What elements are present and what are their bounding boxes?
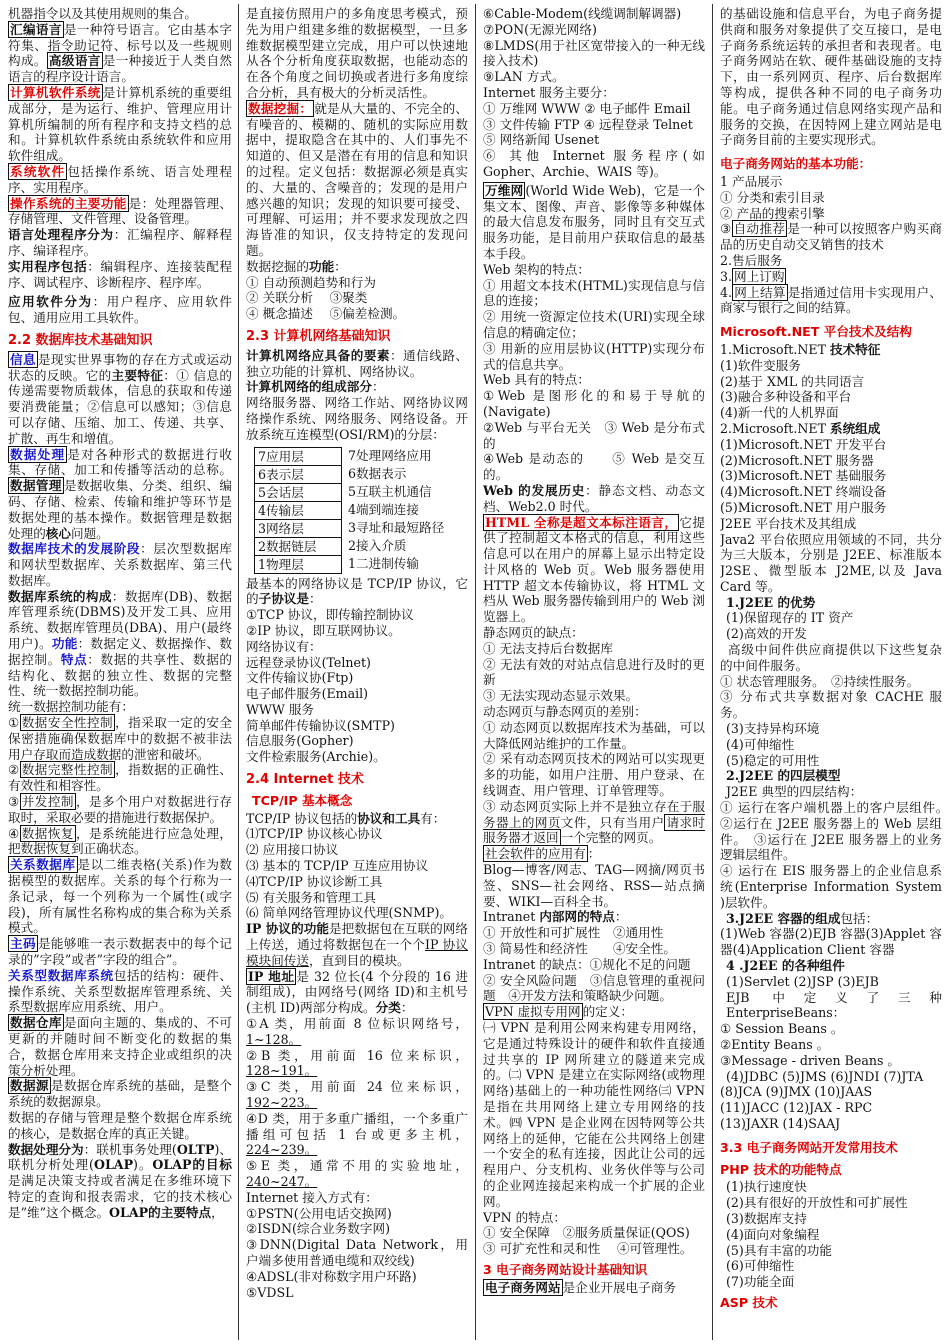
list-item: ①PSTN(公用电话交换网) (246, 1205, 392, 1221)
term-software-system: 计算机软件系统 (10, 84, 101, 100)
paragraph: 数据挖掘的功能： (246, 258, 347, 274)
paragraph: TCP/IP 协议包括的协议和工具有： (246, 810, 446, 826)
paragraph: Intranet 内部网的特点： (483, 909, 628, 925)
list-item: ②Web 与平台无关 ③ Web 是分布式的 (483, 419, 705, 451)
subheading: 1.J2EE 的优势 (726, 594, 816, 610)
list-item: ② 产品的搜索引擎 (720, 205, 825, 221)
osi-function-list (342, 447, 444, 574)
list-item: (2)Microsoft.NET 服务器 (720, 452, 874, 468)
column-1 (8, 6, 232, 1338)
paragraph: 数据库系统的构成：数据库(DB)、数据库管理系统(DBMS)及开发工具、应用系统、数据库管理员(DBA)、用户(最终用户)。功能：数据定义、数据操作、数据控制。特点：数据的共享性、数据的结构化、数据的独立性、数据的完整性、统一数据控制功能。 (8, 588, 232, 699)
osi-function: 5互联主机通信 (348, 483, 432, 499)
list-item: 简单邮件传输协议(SMTP) (246, 717, 395, 733)
osi-function: 6数据表示 (348, 465, 407, 481)
list-item: 4. 网上结算 是指通过信用卡实现用户、商家与银行之间的结算。 (720, 284, 942, 316)
list-item: (4)JDBC (5)JMS (6)JNDI (7)JTA (726, 1068, 924, 1084)
list-item: ② 安全风险问题 ③信息管理的重视问题 ④开发方法和策略缺少问题。 (483, 972, 705, 1004)
list-item: ⑶ 基本的 TCP/IP 互连应用协议 (246, 858, 429, 874)
column-divider (712, 4, 713, 1340)
paragraph: 数据的存储与管理是整个数据仓库系统的核心，是数据仓库的真正关键。 (8, 1109, 232, 1141)
paragraph: 1.Microsoft.NET 技术特征 (720, 341, 881, 357)
paragraph: 系统软件 包括操作系统、语言处理程序、实用程序。 (8, 163, 232, 195)
term-assembly: 汇编语言 (10, 21, 62, 37)
osi-model-diagram (246, 447, 468, 574)
paragraph: ② 数据完整性控制 ，指数据的正确性、有效性和相容性。 (8, 762, 232, 794)
list-item: ① 开放性和可扩展性 ②通用性 (483, 925, 664, 941)
osi-layer: 2数据链层 (255, 538, 341, 556)
osi-layer: 1物理层 (258, 556, 304, 572)
section-heading: 3 电子商务网站设计基础知识 (483, 1261, 648, 1277)
section-heading: Microsoft.NET 平台技术及结构 (720, 324, 912, 340)
list-item: 文件检索服务(Archie)。 (246, 749, 386, 765)
list-item: ①TCP 协议，即传输控制协议 (246, 607, 414, 623)
paragraph: 的基础设施和信息平台，为电子商务提供商和服务对象提供了交互接口，是电子商务系统运转的承担者和表现者。电子商务网站在软、硬件基础设施的支持下，由一系列网页、程序、后台数据库等构成，提供各种不同的电子商务功能。电子商务通过信息网络实现产品和服务的交换，在因特网上建立网站是电子商务目前的主要实现形式。 (720, 6, 942, 148)
list-item: ① 安全保障 ②服务质量保证(QOS) (483, 1225, 690, 1241)
osi-layer-table (254, 447, 342, 574)
term-os-functions: 操作系统的主要功能 (10, 195, 127, 211)
list-item: ⑵ 应用接口协议 (246, 842, 339, 858)
paragraph: HTML 全称是超文本标注语言， 它提供了控制超文本格式的信息，利用这些信息可以在用户的屏幕上显示出特定设计风格的 Web 页。Web 服务器使用 HTTP 超文本传输协议，将 HTML 文档从 Web 服务器传输到用户的 Web 浏览器上。 (483, 514, 705, 625)
list-item: (1)保留现存的 IT 资产 (726, 610, 854, 626)
paragraph: VPN 虚拟专用网 的定义： (485, 1004, 633, 1020)
term-www: 万维网 (485, 182, 524, 198)
section-heading: 3.3 电子商务网站开发常用技术 (720, 1139, 898, 1155)
list-item: ③ 文件传输 FTP ④ 远程登录 Telnet (483, 116, 693, 132)
paragraph: 数据处理分为：联机事务处理(OLTP)、联机分析处理(OLAP)。OLAP的目标是满足决策支持或者满足在多维环境下特定的查询和报表需求，它的技术核心是”维”这个概念。OLAP的主要特点， (8, 1141, 232, 1220)
subsection-heading: TCP/IP 基本概念 (252, 792, 353, 808)
list-item: ① 自动预测趋势和行为 (246, 274, 376, 290)
paragraph: IP 地址 是 32 位长(4 个分段的 16 进制组成)，由网络号(网络 ID)和主机号(主机 ID)两部分构成。分类： (246, 968, 468, 1016)
list-item: ④ADSL(非对称数字用户环路) (246, 1268, 417, 1284)
subsection-heading: PHP 技术的功能特点 (720, 1161, 842, 1177)
osi-function: 7处理网络应用 (348, 447, 432, 463)
subsection-heading: ASP 技术 (720, 1294, 778, 1310)
list-item: (3)Microsoft.NET 基础服务 (720, 468, 887, 484)
list-item: ② 用统一资源定位技术(URI)实现全球信息的精确定位； (483, 309, 705, 340)
column-4 (720, 6, 942, 1338)
column-divider (475, 4, 476, 1340)
list-item: ⑥Cable-Modem(线缆调制解调器) (483, 6, 682, 21)
paragraph: 统一数据控制功能有： (8, 699, 134, 715)
term-information: 信息 (10, 351, 36, 367)
list-item: Intranet 的缺点：①规化不足的问题 (483, 956, 691, 972)
list-item: 远程登录协议(Telnet) (246, 654, 371, 670)
paragraph: 动态网页与静态网页的差别： (483, 704, 647, 720)
list-item: ③ 可扩充性和灵和性 ④可管理性。 (483, 1241, 693, 1257)
paragraph: EJB 中定义了三种 EnterpriseBeans： (726, 989, 942, 1021)
list-item: ⑤ 网络新闻 Usenet (483, 132, 600, 148)
paragraph: Web 的发展历史：静态文档、动态文档、Web2.0 时代。 (483, 482, 705, 514)
paragraph: 计算机软件系统 是计算机系统的重要组成部分，是为运行、维护、管理应用计算机所编制的所有程序和支持文档的总和。计算机软件系统由系统软件和应用软件组成。 (8, 84, 232, 164)
term-system-software: 系统软件 (10, 163, 66, 179)
osi-function: 3寻址和最短路径 (348, 519, 445, 535)
list-item: 文件传输议协(Ftp) (246, 670, 354, 686)
paragraph: Web 具有的特点： (483, 372, 590, 388)
term-vpn: VPN 虚拟专用网 (485, 1004, 581, 1020)
term-html: HTML 全称是超文本标注语言， (485, 514, 678, 530)
paragraph: 实用程序包括：编辑程序、连接装配程序、调试程序、诊断程序、程序库。 (8, 258, 232, 290)
paragraph: 数据处理 是对各种形式的数据进行收集、存储、加工和传播等活动的总称。数据管理 是数据收集、分类、组织、编码、存储、检索、传输和维护等环节是数据处理的基本操作。数据管理是数据处理的核心问题。 (8, 446, 232, 541)
list-item: ⑤VDSL (246, 1284, 294, 1300)
list-item: (3)融合多种设备和平台 (720, 389, 852, 405)
list-item: (5)稳定的可用性 (726, 752, 820, 768)
paragraph: 3.J2EE 容器的组成包括： (726, 910, 879, 926)
list-item: ③DNN(Digital Data Network，用户端多使用普通电缆和双绞线) (246, 1237, 468, 1268)
list-item: ②B 类，用前面 16 位来标识，128~191。 (246, 1047, 468, 1079)
paragraph: 数据挖掘： 就是从大量的、不完全的、有噪音的、模糊的、随机的实际应用数据中，提取隐含在其中的、人们事先不知道的、但又是潜在有用的信息和知识的过程。定义包括：数据源必须是真实的、大量的、含噪音的；发现的是用户感兴趣的知识；发现的知识要可接受、可理解、可运用；并不要求发现放之四海皆准的知识，仅支持特定的发现问题。 (246, 100, 468, 258)
list-item: 1 产品展示 (720, 173, 783, 189)
list-item: ③ 自动推荐 是一种可以按照客户购买商品的历史自动交叉销售的技术 (720, 221, 942, 253)
paragraph: J2EE 典型的四层结构： (726, 784, 863, 800)
term-ecommerce-site: 电子商务网站 (485, 1279, 561, 1295)
paragraph: 关系数据库 是以二维表格(关系)作为数据模型的数据库。关系的每个行称为一条记录，每一个列称为一个属性(或字段)，所有属性名称构成的集合称为关系模式。 (8, 857, 232, 936)
term-ip-address: IP 地址 (248, 968, 295, 984)
paragraph: 静态网页的缺点： (483, 625, 584, 641)
list-item: (11)JACC (12)JAX - RPC (720, 1100, 873, 1116)
paragraph: 2.Microsoft.NET 系统组成 (720, 420, 881, 436)
paragraph: ④ 运行在 EIS 服务器上的企业信息系统(Enterprise Information System )层软件。 (720, 863, 942, 910)
list-item: ② 关联分析 ③聚类 (246, 290, 368, 306)
list-item: 信息服务(Gopher) (246, 733, 354, 749)
paragraph: 高级中间件供应商提供以下这些复杂的中间件服务。 (720, 642, 942, 673)
list-item: (4)Microsoft.NET 终端设备 (720, 484, 887, 500)
paragraph: Web 架构的特点： (483, 261, 590, 277)
list-item: (1)执行速度快 (726, 1179, 807, 1195)
paragraph: 计算机网络的组成部分： (246, 379, 385, 395)
paragraph: ㈠ VPN 是利用公网来构建专用网络，它是通过特殊设计的硬件和软件直接通过共享的 IP 网所建立的隧道来完成的。㈡ VPN 是建立在实际网络(或物理网络)基础上的一种功能性网络㈢ VPN 是指在共用网络上建立专用网络的技术。㈣ VPN 是企业网在因特网等公共网络上的延伸，它能在公共网络上创建一个安全的私有连接，因此让公司的远程用户、分支机构、业务伙伴等与公司的企业网连接起来构成一个扩展的企业网。 (483, 1020, 705, 1209)
section-heading: 电子商务网站的基本功能： (720, 156, 872, 172)
list-item: ⑤E 类，通常不用的实验地址，240~247。 (246, 1158, 468, 1189)
list-item: 电子邮件服务(Email) (246, 686, 369, 702)
list-item: ①Web 是图形化的和易于导航的(Navigate) (483, 388, 705, 419)
column-2 (246, 6, 468, 1338)
list-item: (1)Microsoft.NET 开发平台 (720, 436, 887, 452)
paragraph: 是直接仿照用户的多角度思考模式，预先为用户组建多维的数据模型，一旦多维数据模型建立完成，用户可以快速地从各个分析角度获取数据，也能动态的在各个角度之间切换或者进行多角度综合分析，具有极大的分析灵活性。 (246, 6, 468, 100)
osi-function: 2接入介质 (348, 537, 407, 553)
list-item: ⑨LAN 方式。 (483, 69, 565, 85)
osi-function: 4端到端连接 (348, 501, 419, 517)
paragraph: 网络服务器、网络工作站、网络协议网络操作系统、网络服务、网络设备。开放系统互连模型(OSI/RM)的分层： (246, 395, 468, 442)
list-item: WWW 服务 (246, 701, 315, 717)
section-heading: 2.2 数据库技术基础知识 (8, 332, 153, 348)
list-item: ③ 分布式共享数据对象 CACHE 服务。 (720, 689, 942, 721)
list-item: ③ 无法实现动态显示效果。 (483, 688, 639, 704)
paragraph: 最基本的网络协议是 TCP/IP 协议，它的子协议是： (246, 575, 468, 607)
paragraph: 语言处理程序分为：汇编程序、解释程序、编译程序。 (8, 227, 232, 258)
paragraph: ① 数据安全性控制 ，指采取一定的安全保密措施确保数据库中的数据不被非法用户存取而造成数据的泄密和破坏。 (8, 715, 232, 762)
list-item: ⑷TCP/IP 协议诊断工具 (246, 873, 383, 889)
list-item: (13)JAXR (14)SAAJ (720, 1115, 841, 1131)
paragraph: 数据仓库 是面向主题的、集成的、不可更新的并随时间不断变化的数据的集合，数据仓库用来支持企业或组织的决策分析处理。 (8, 1015, 232, 1078)
list-item: (4)可伸缩性 (726, 736, 795, 752)
paragraph: IP 协议的功能是把数据包在互联的网络上传送，通过将数据包在一个个IP 协议模块间传送，直到目的模块。 (246, 921, 468, 968)
osi-function: 1二进制传输 (348, 555, 419, 571)
list-item: (1)软件变服务 (720, 357, 801, 373)
paragraph: 数据源 是数据仓库系统的基础，是整个系统的数据源泉。 (8, 1078, 232, 1110)
column-3 (483, 6, 705, 1338)
list-item: ① 万维网 WWW ② 电子邮件 Email (483, 100, 691, 116)
list-item: ① 无法支持后台数据库 (483, 640, 613, 656)
list-item: ④Web 是动态的 ⑤ Web 是交互的。 (483, 451, 705, 483)
list-item: ②Entity Beans 。 (720, 1037, 830, 1052)
osi-layer: 6表示层 (255, 466, 341, 484)
list-item: ③Message - driven Beans 。 (720, 1052, 901, 1068)
osi-layer: 7应用层 (255, 448, 341, 466)
list-item: ① 分类和索引目录 (720, 189, 825, 205)
term-data-mining: 数据挖掘： (248, 100, 313, 116)
paragraph: Java2 平台依照应用领域的不同，共分为三大版本，分别是 J2EE、标准版本 J2SE、微型版本 J2ME,以及 Java Card 等。 (720, 531, 942, 594)
paragraph: 数据库技术的发展阶段：层次型数据库和网状型数据库、关系数据库、第三代数据库。 (8, 541, 232, 588)
list-item: ③ 动态网页实际上并不是独立存在于服务器上的网页文件，只有当用户 请求时服务器才返回 一个完整的网页。 (483, 798, 705, 846)
section-heading: 2.3 计算机网络基础知识 (246, 328, 391, 344)
paragraph: 操作系统的主要功能 是：处理器管理、存储管理、文件管理、设备管理。 (8, 195, 232, 227)
list-item: ① 用超文本技术(HTML)实现信息与信息的连接； (483, 277, 705, 309)
paragraph: Internet 服务主要分： (483, 84, 615, 100)
list-item: ④ 概念描述 ⑤偏差检测。 (246, 306, 406, 322)
paragraph: 汇编语言 是一种符号语言。它由基本字符集、指令助记符、标号以及一些规则构成。 高级语言 是一种接近于人类自然语言的程序设计语言。 (8, 21, 232, 85)
paragraph: VPN 的特点： (483, 1209, 566, 1225)
term-primary-key: 主码 (10, 936, 36, 952)
paragraph: 信息 是现实世界事物的存在方式或运动状态的反映。它的主要特征：① 信息的传递需要物质载体，信息的获取和传递要消费能量；②信息可以感知；③信息可以存储、压缩、加工、传递、共享、扩散、再生和增值。 (8, 351, 232, 446)
paragraph: J2EE 平台技术及其组成 (720, 515, 857, 531)
list-item: (5)Microsoft.NET 用户服务 (720, 499, 887, 515)
list-item: (3)支持异构环境 (726, 721, 820, 737)
term-data-management: 数据管理 (10, 478, 62, 494)
list-item: (1)Servlet (2)JSP (3)EJB (726, 973, 879, 989)
list-item: 2.售后服务 (720, 252, 783, 268)
list-item: ① 状态管理服务。 ②持续性服务。 (720, 673, 920, 689)
list-item: (4)新一代的人机界面 (720, 405, 839, 421)
list-item: (2)基于 XML 的共同语言 (720, 373, 865, 389)
section-heading: 2.4 Internet 技术 (246, 772, 364, 788)
list-item: (6)可伸缩性 (726, 1258, 795, 1274)
subheading: 2.J2EE 的四层模型 (726, 768, 841, 784)
list-item: ② 无法有效的对站点信息进行及时的更新 (483, 656, 705, 688)
paragraph: 社会软件的应用有 ： (485, 846, 601, 862)
list-item: ⑦PON(无源光网络) (483, 21, 597, 37)
paragraph: Blog—博客/网志、TAG—网摘/网页书签、SNS—社会网络、RSS—站点摘要、WIKI—百科全书。 (483, 862, 705, 909)
subheading: 4 .J2EE 的各种组件 (726, 958, 845, 974)
list-item: ③ 用新的应用层协议(HTTP)实现分布式的信息共享。 (483, 340, 705, 372)
list-item: ⑴TCP/IP 协议核心协议 (246, 826, 383, 842)
list-item: ④D 类，用于多重广播组，一个多重广播组可包括 1 台或更多主机，224~239。 (246, 1110, 468, 1158)
list-item: ⑹ 简单网络管理协议代理(SNMP)。 (246, 905, 452, 921)
list-item: ②ISDN(综合业务数字网) (246, 1221, 390, 1237)
column-divider (238, 4, 239, 1340)
paragraph: 关系型数据库系统包括的结构：硬件、操作系统、关系型数据库管理系统、关系型数据库应用系统、用户。 (8, 967, 232, 1015)
list-item: (5)具有丰富的功能 (726, 1242, 832, 1258)
term-relational-db: 关系数据库 (10, 857, 76, 873)
list-item: (2)高效的开发 (726, 626, 807, 642)
paragraph: Internet 接入方式有： (246, 1189, 378, 1205)
list-item: ③C 类，用前面 24 位来标识，192~223。 (246, 1079, 468, 1111)
paragraph: ③ 并发控制 ，是多个用户对数据进行存取时，采取必要的措施进行数据保护。 (8, 794, 232, 825)
list-item: (4)面向对象编程 (726, 1226, 820, 1242)
list-item: (8)JCA (9)JMX (10)JAAS (720, 1084, 873, 1100)
paragraph: 电子商务网站 是企业开展电子商务 (485, 1279, 676, 1295)
paragraph: ① 运行在客户端机器上的客户层组件。 ②运行在 J2EE 服务器上的 Web 层组件。 ③运行在 J2EE 服务器上的业务逻辑层组件。 (720, 800, 942, 863)
list-item: ② 采有动态网页技术的网站可以实现更多的功能，如用户注册、用户登录、在线调查、用户管理、订单管理等。 (483, 751, 705, 799)
paragraph: 主码 是能够唯一表示数据表中的每个记录的”字段”或者”字段的组合”。 (8, 936, 232, 968)
osi-layer: 5会话层 (255, 484, 341, 502)
term-data-processing: 数据处理 (10, 446, 66, 462)
list-item: ⑧LMDS(用于社区宽带接入的一种无线接入技术) (483, 37, 705, 69)
list-item: 3. 网上订购 (720, 268, 785, 284)
paragraph: 计算机网络应具备的要素：通信线路、独立功能的计算机、网络协议。 (246, 347, 468, 379)
list-item: ① 动态网页以数据库技术为基础，可以大降低网站维护的工作量。 (483, 719, 705, 751)
list-item: ① Session Beans 。 (720, 1021, 844, 1037)
paragraph: 网络协议有： (246, 638, 322, 654)
paragraph: 机器指令以及其使用规则的集合。 (8, 6, 197, 21)
list-item: (2)具有很好的开放性和可扩展性 (726, 1195, 908, 1211)
osi-layer: 4传输层 (255, 502, 341, 520)
list-item: (3)数据库支持 (726, 1210, 807, 1226)
term-highlevel: 高级语言 (48, 53, 101, 69)
list-item: (7)功能全面 (726, 1274, 795, 1290)
list-item: ②IP 协议，即互联网协议。 (246, 622, 401, 638)
list-item: ③ 简易性和经济性 ④安全性。 (483, 941, 676, 957)
list-item: ①A 类，用前面 8 位标识网络号，1~128。 (246, 1016, 468, 1047)
term-data-warehouse: 数据仓库 (10, 1015, 62, 1031)
paragraph: ④ 数据恢复 ，是系统能进行应急处理，把数据恢复到正确状态。 (8, 825, 232, 857)
term-social-software: 社会软件的应用有 (485, 846, 586, 862)
paragraph: (1)Web 容器(2)EJB 容器(3)Applet 容器(4)Application Client 容器 (720, 926, 942, 958)
list-item: ⑸ 有关服务和管理工具 (246, 889, 376, 905)
list-item: ⑥ 其他 Internet 服务程序(如 Gopher、Archie、WAIS 等)。 (483, 148, 705, 179)
paragraph: 万维网 (World Wide Web)，它是一个集文本、图像、声音、影像等多种媒体的最大信息发布服务，同时且有交互式服务功能，是目前用户获取信息的最基本手段。 (483, 182, 705, 261)
osi-layer: 3网络层 (255, 520, 341, 538)
term-data-source: 数据源 (10, 1078, 49, 1094)
paragraph: 应用软件分为：用户程序、应用软件包、通用应用工具软件。 (8, 294, 232, 326)
